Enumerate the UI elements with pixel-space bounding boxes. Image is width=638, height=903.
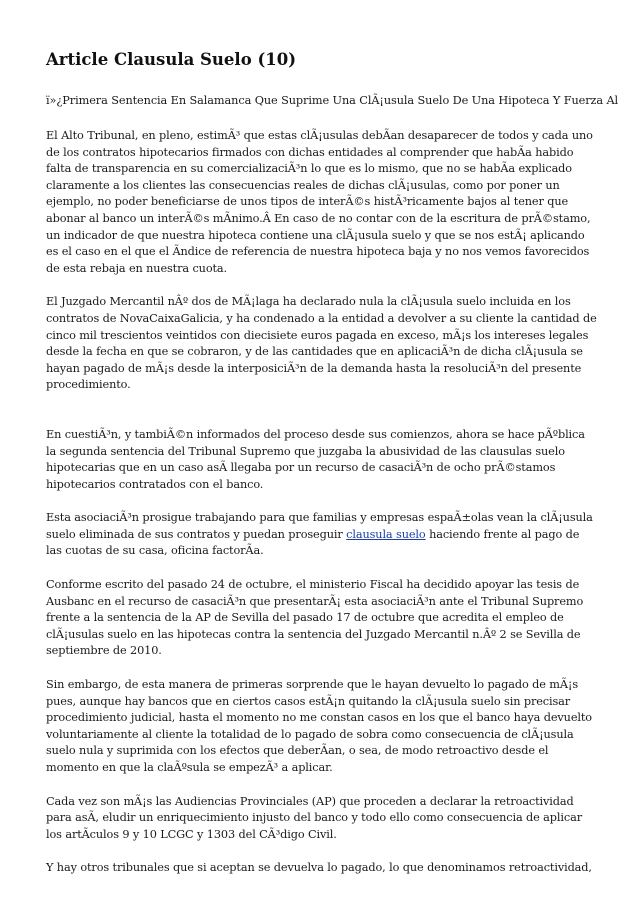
paragraph-6: Sin embargo, de esta manera de primeras sorprende que le hayan devuelto lo pagado de mÃ¡s pues, aunque hay bancos que en ciertos casos estÃ¡n quitando la clÃ¡usula suelo sin precisar procedimiento judicial, hasta el momento no me constan casos en los que el banco haya devuelto voluntariamente al cliente la totalidad de lo pagado de sobra como consecuencia de clÃ¡usula suelo nula y suprimida con los efectos que deberÃan, o sea, de modo retroactivo desde el momento en que la claÃºsula se empezÃ³ a aplicar. (46, 678, 592, 774)
clausula-suelo-link[interactable]: clausula suelo (346, 527, 426, 541)
paragraph-4 (46, 510, 598, 560)
document-title: Article Clausula Suelo (10) (46, 50, 297, 69)
paragraph-7: Cada vez son mÃ¡s las Audiencias Provinciales (AP) que proceden a declarar la retroactividad para asÃ, eludir un enriquecimiento injusto del banco y todo ello como consecuencia de aplicar los artÃculos 9 y 10 LCGC y 1303 del CÃ³digo Civil. (46, 794, 582, 841)
paragraph-1: El Alto Tribunal, en pleno, estimÃ³ que estas clÃ¡usulas debÃan desaparecer de todos y cada uno de los contratos hipotecarios firmados con dichas entidades al comprender que habÃa habido falta de transparencia en su comercializaciÃ³n lo que es lo mismo, que no se habÃa explicado claramente a los clientes las consecuencias reales de dichas clÃ¡usulas, como por poner un ejemplo, no poder beneficiarse de unos tipos de interÃ©s histÃ³ricamente bajos al tener que abonar al banco un interÃ©s mÃnimo.Â En caso de no contar con de la escritura de prÃ©stamo, un indicador de que nuestra hipoteca contiene una clÃ¡usula suelo y que se nos estÃ¡ aplicando es el caso en el que el Ãndice de referencia de nuestra hipoteca baja y no nos vemos favorecidos de esta rebaja en nuestra cuota. (46, 129, 593, 275)
paragraph-2: El Juzgado Mercantil nÂº dos de MÃ¡laga ha declarado nula la clÃ¡usula suelo incluida en los contratos de NovaCaixaGalicia, y ha condenado a la entidad a devolver a su cliente la cantidad de cinco mil trescientos veintidos con diecisiete euros pagada en exceso, mÃ¡s los intereses legales desde la fecha en que se cobraron, y de las cantidades que en aplicaciÃ³n de dicha clÃ¡usula se hayan pagado de mÃ¡s desde la interposiciÃ³n de la demanda hasta la resoluciÃ³n del presente procedimiento. (46, 295, 597, 392)
document-page (46, 50, 619, 894)
paragraph-4-text-after: haciendo frente al pago de las cuotas de su casa, oficina factorÃa. (46, 527, 580, 558)
paragraph-3: En cuestiÃ³n, y tambiÃ©n informados del proceso desde sus comienzos, ahora se hace pÃºblica la segunda sentencia del Tribunal Supremo que juzgaba la abusividad de las clausulas suelo hipotecarias que en un caso asÃ llegaba por un recurso de casaciÃ³n de ocho prÃ©stamos hipotecarios contratados con el banco. (46, 427, 585, 491)
paragraph-8: Y hay otros tribunales que si aceptan se devuelva lo pagado, lo que denominamos retroactividad, (46, 861, 592, 875)
document-subtitle: ï»¿Primera Sentencia En Salamanca Que Suprime Una ClÃ¡usula Suelo De Una Hipoteca Y Fuerza Al (46, 94, 619, 107)
paragraph-4-text-before: Esta asociaciÃ³n prosigue trabajando para que familias y empresas espaÃ±olas vean la clÃ¡usula suelo eliminada de sus contratos y puedan proseguir (46, 511, 593, 541)
paragraph-5: Conforme escrito del pasado 24 de octubre, el ministerio Fiscal ha decidido apoyar las tesis de Ausbanc en el recurso de casaciÃ³n que presentarÃ¡ esta asociaciÃ³n ante el Tribunal Supremo frente a la sentencia de la AP de Sevilla del pasado 17 de octubre que acredita el empleo de clÃ¡usulas suelo en las hipotecas contra la sentencia del Juzgado Mercantil n.Âº 2 se Sevilla de septiembre de 2010. (46, 578, 584, 658)
